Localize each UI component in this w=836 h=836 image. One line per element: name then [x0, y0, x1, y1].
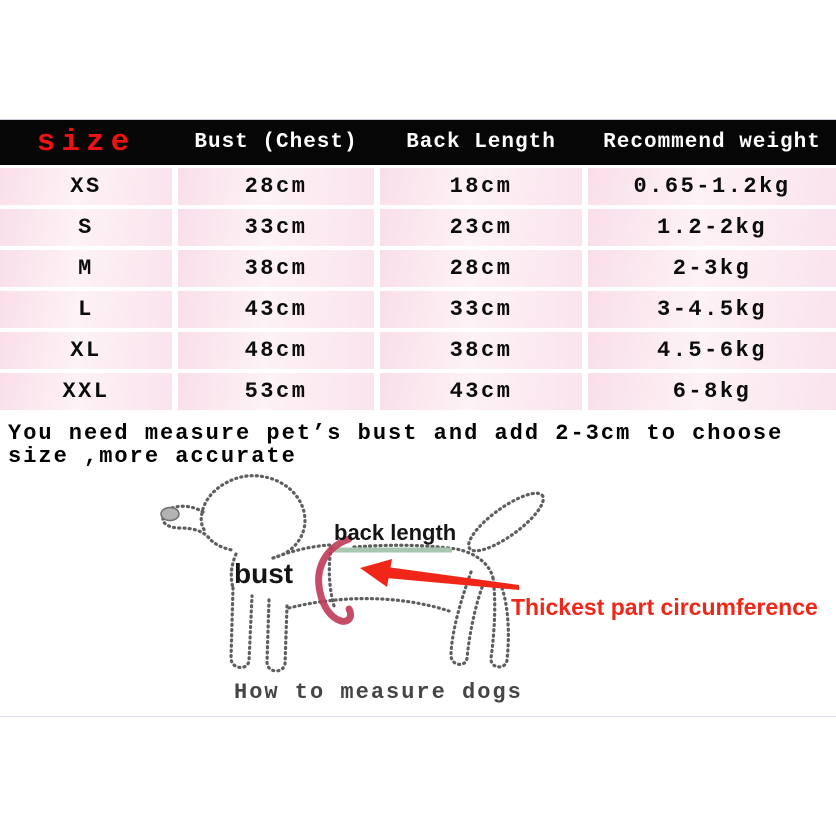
- dog-outline: [163, 476, 551, 671]
- cell-back-length: 43cm: [380, 373, 582, 410]
- cell-weight: 2-3kg: [588, 250, 836, 287]
- how-to-measure-caption: How to measure dogs: [234, 680, 523, 705]
- cell-back-length: 28cm: [380, 250, 582, 287]
- measure-arrow-icon: [360, 559, 519, 590]
- cell-size: L: [0, 291, 172, 328]
- cell-bust: 28cm: [178, 168, 374, 205]
- cell-back-length: 38cm: [380, 332, 582, 369]
- header-col-bust: Bust (Chest): [194, 131, 358, 154]
- cell-size: S: [0, 209, 172, 246]
- cell-bust: 43cm: [178, 291, 374, 328]
- measuring-note: [8, 423, 783, 468]
- table-row: [0, 209, 836, 246]
- table-row: [0, 250, 836, 287]
- divider-line: [0, 716, 836, 717]
- cell-size: XXL: [0, 373, 172, 410]
- header-col-weight: Recommend weight: [603, 131, 821, 154]
- table-row: [0, 291, 836, 328]
- measure-diagram: [0, 468, 836, 720]
- thickest-part-label: Thickest part circumference: [511, 594, 818, 620]
- cell-size: XL: [0, 332, 172, 369]
- cell-back-length: 33cm: [380, 291, 582, 328]
- dog-nose: [161, 508, 179, 521]
- cell-weight: 3-4.5kg: [588, 291, 836, 328]
- cell-bust: 38cm: [178, 250, 374, 287]
- cell-weight: 6-8kg: [588, 373, 836, 410]
- measuring-note-line1: You need measure pet’s bust and add 2-3cm to choose: [8, 421, 784, 446]
- cell-size: XS: [0, 168, 172, 205]
- cell-weight: 1.2-2kg: [588, 209, 836, 246]
- cell-size: M: [0, 250, 172, 287]
- cell-bust: 53cm: [178, 373, 374, 410]
- header-size-label: size: [36, 125, 136, 160]
- size-table: [0, 119, 836, 414]
- cell-weight: 0.65-1.2kg: [588, 168, 836, 205]
- table-row: [0, 168, 836, 205]
- cell-weight: 4.5-6kg: [588, 332, 836, 369]
- header-col-back-length: Back Length: [406, 131, 556, 154]
- measuring-note-line2: size ,more accurate: [8, 443, 297, 469]
- cell-bust: 33cm: [178, 209, 374, 246]
- table-row: [0, 373, 836, 410]
- cell-back-length: 23cm: [380, 209, 582, 246]
- cell-bust: 48cm: [178, 332, 374, 369]
- bust-label: bust: [234, 558, 294, 589]
- table-row: [0, 332, 836, 369]
- cell-back-length: 18cm: [380, 168, 582, 205]
- table-header: [0, 119, 836, 165]
- back-length-label: back length: [334, 520, 457, 545]
